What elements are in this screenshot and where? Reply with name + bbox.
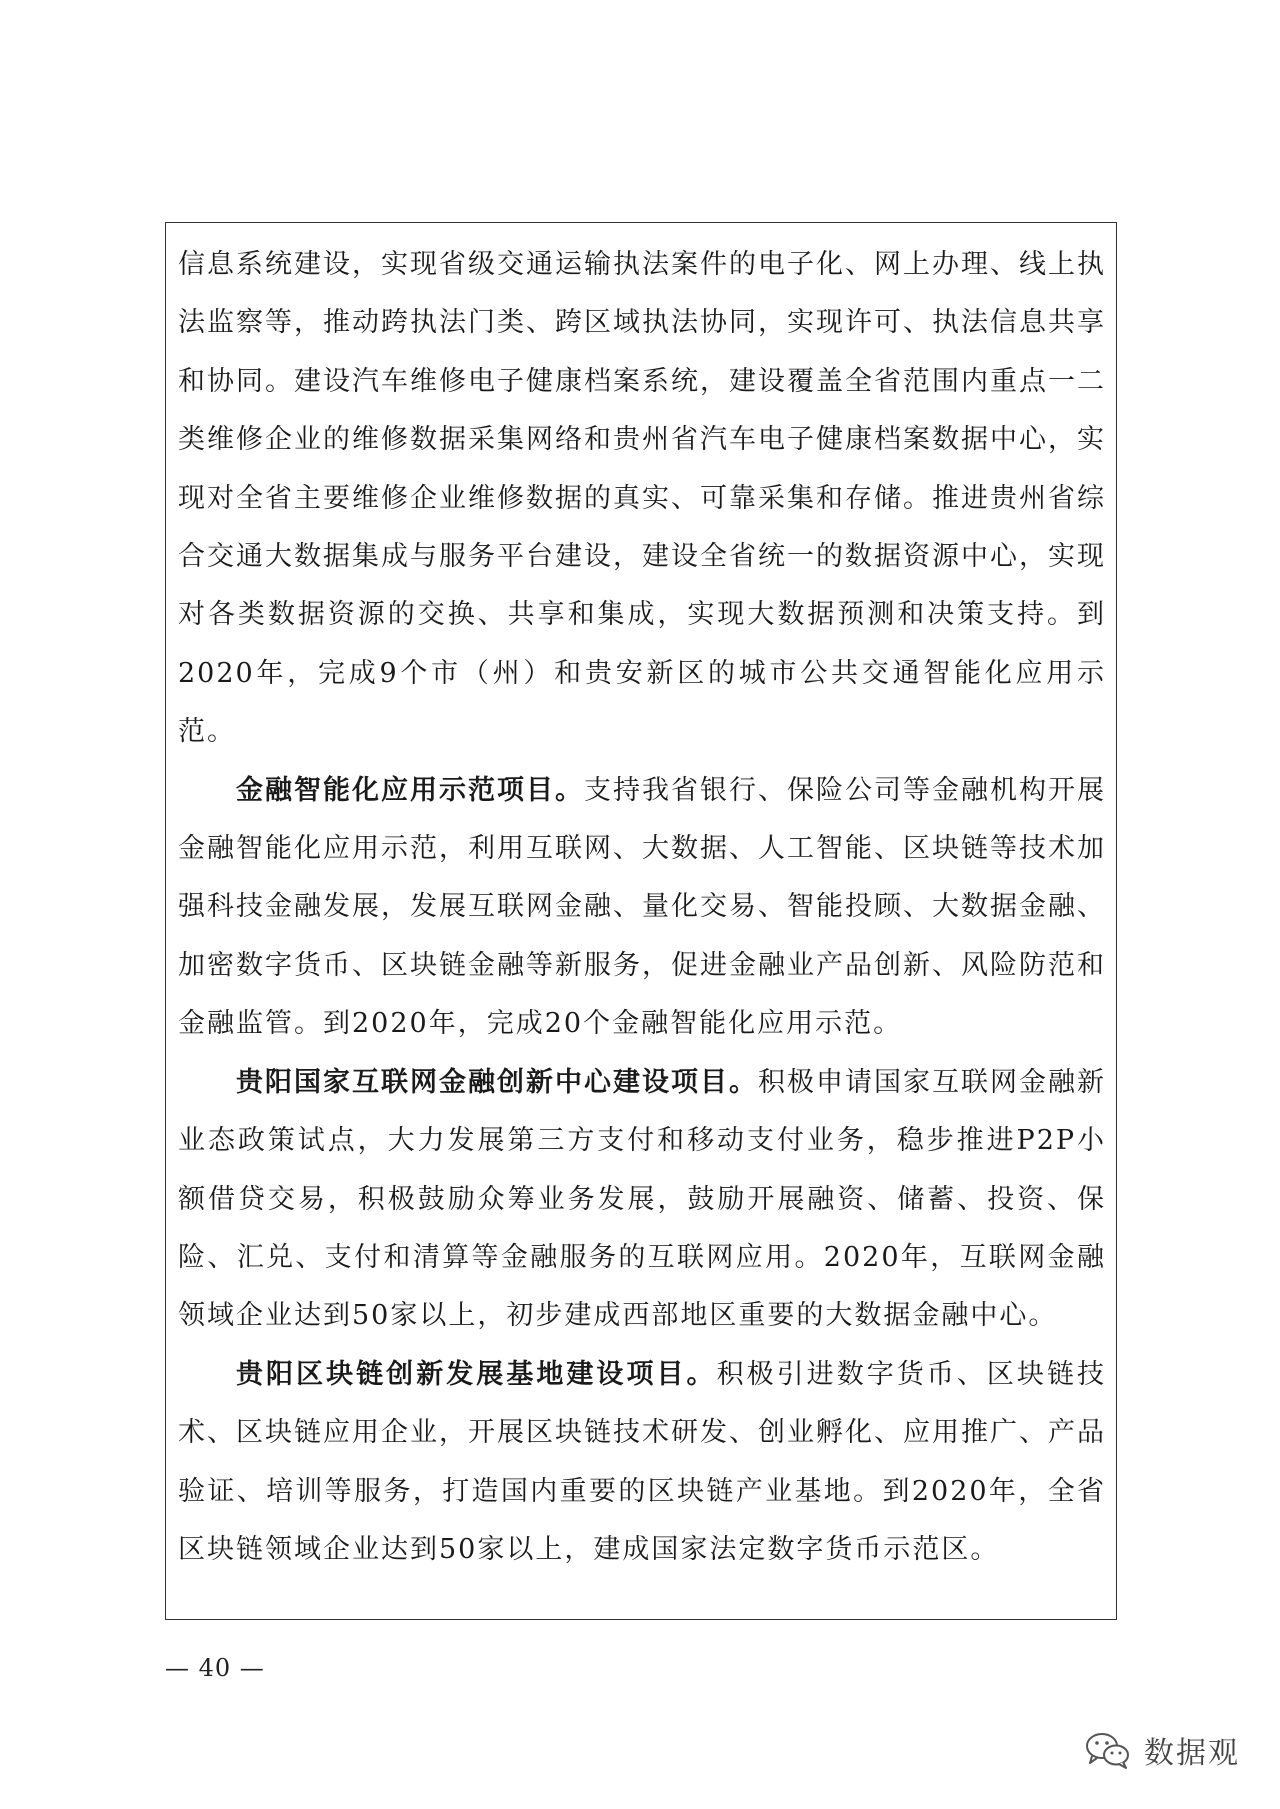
paragraph-internet-finance-center	[178, 1054, 1106, 1346]
paragraph-transport-continuation	[178, 236, 1106, 762]
page-number: — 40 —	[165, 1654, 265, 1682]
document-body	[178, 236, 1106, 1579]
paragraph-lead: 贵阳区块链创新发展基地建设项目。	[236, 1358, 717, 1390]
paragraph-blockchain-base	[178, 1346, 1106, 1580]
paragraph-text: 支持我省银行、保险公司等金融机构开展金融智能化应用示范，利用互联网、大数据、人工智能、区块链等技术加强科技金融发展，发展互联网金融、量化交易、智能投顾、大数据金融、加密数字货币、区块链金融等新服务，促进金融业产品创新、风险防范和金融监管。到2020年，完成20个金融智能化应用示范。	[178, 774, 1106, 1040]
paragraph-text: 积极申请国家互联网金融新业态政策试点，大力发展第三方支付和移动支付业务，稳步推进P2P小额借贷交易，积极鼓励众筹业务发展，鼓励开展融资、储蓄、投资、保险、汇兑、支付和清算等金融服务的互联网应用。2020年，互联网金融领域企业达到50家以上，初步建成西部地区重要的大数据金融中心。	[178, 1066, 1106, 1332]
paragraph-finance-demo	[178, 762, 1106, 1054]
watermark	[1084, 1728, 1240, 1772]
watermark-text: 数据观	[1144, 1736, 1240, 1771]
paragraph-text: 信息系统建设，实现省级交通运输执法案件的电子化、网上办理、线上执法监察等，推动跨执法门类、跨区域执法协同，实现许可、执法信息共享和协同。建设汽车维修电子健康档案系统，建设覆盖全省范围内重点一二类维修企业的维修数据采集网络和贵州省汽车电子健康档案数据中心，实现对全省主要维修企业维修数据的真实、可靠采集和存储。推进贵州省综合交通大数据集成与服务平台建设，建设全省统一的数据资源中心，实现对各类数据资源的交换、共享和集成，实现大数据预测和决策支持。到2020年，完成9个市（州）和贵安新区的城市公共交通智能化应用示范。	[178, 249, 1106, 748]
wechat-icon	[1084, 1730, 1132, 1770]
paragraph-lead: 金融智能化应用示范项目。	[236, 774, 584, 806]
paragraph-lead: 贵阳国家互联网金融创新中心建设项目。	[236, 1066, 758, 1098]
paragraph-text: 积极引进数字货币、区块链技术、区块链应用企业，开展区块链技术研发、创业孵化、应用推广、产品验证、培训等服务，打造国内重要的区块链产业基地。到2020年，全省区块链领域企业达到50家以上，建成国家法定数字货币示范区。	[178, 1358, 1107, 1565]
